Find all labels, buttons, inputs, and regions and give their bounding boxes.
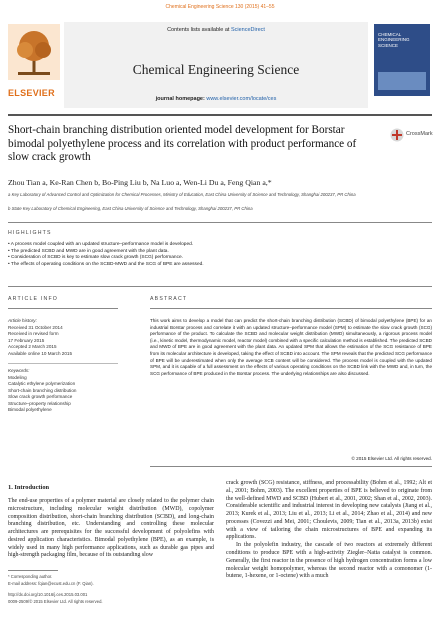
section-heading: 1. Introduction <box>8 484 50 491</box>
history-line: Available online 10 March 2015 <box>8 350 73 356</box>
keyword: Catalytic ethylene polymerization <box>8 381 76 387</box>
contents-line <box>64 27 368 33</box>
journal-cover[interactable] <box>374 24 430 96</box>
crossmark-icon <box>390 128 404 142</box>
history-line: 17 February 2015 <box>8 337 45 343</box>
divider <box>8 222 432 223</box>
elsevier-tree-logo-icon <box>8 24 60 80</box>
abstract-heading: ABSTRACT <box>150 296 188 302</box>
author-list: Zhou Tian a, Ke-Ran Chen b, Bo-Ping Liu b, Na Luo a, Wen-Li Du a, Feng Qian a,* <box>8 178 272 187</box>
keyword: Bimodal polyethylene <box>8 407 52 413</box>
keywords-label: Keywords: <box>8 368 30 374</box>
publisher-name: ELSEVIER <box>8 88 55 98</box>
keyword: Short-chain branching distribution <box>8 387 77 393</box>
intro-paragraph: crack growth (SCG) resistance, stiffness, and processability (Bohm et al., 1992; Alt et al., 2001; Bohm, 2003). The excellent properties of BPE is believed to originate from the well-defined MWD and SCBD (Hubert et al., 2001, 2002; Shan et al., 2002, 2003). Considerable scientific and industrial interest in developing new catalysts (Jiang et al., 2013; Kurek et al., 2013; Liu et al., 2013; Li et al., 2014; Zhao et al., 2014) and new processes (Covezzi and Mei, 2001; Choulevis, 2009; Tian et al., 2013a, 2013b) exist with a view of tailoring the chain microstructures of BPE and expanding its applications. <box>226 480 432 541</box>
history-line: Received 31 October 2014 <box>8 324 63 330</box>
intro-right-column <box>226 480 432 581</box>
highlights-heading: HIGHLIGHTS <box>8 230 52 236</box>
footnote-corresponding: * Corresponding author. <box>8 574 53 579</box>
header-rule <box>8 114 432 116</box>
highlight-item: • The effects of operating conditions on the SCBD-MWD and the SCG of BPE are assessed. <box>8 262 204 268</box>
article-info <box>8 318 118 414</box>
article-title: Short-chain branching distribution oriented model development for Borstar bimodal polyethylene process and its correlation with product performance of slow crack growth <box>8 124 357 164</box>
footnote-email[interactable]: E-mail address: fqian@ecust.edu.cn (F. Qian). <box>8 581 94 586</box>
highlight-item: • A process model coupled with an updated structure–performance model is developed. <box>8 242 194 247</box>
crossmark-label: CrossMark <box>406 131 433 137</box>
article-info-heading: ARTICLE INFO <box>8 296 59 302</box>
keyword: Structure–property relationship <box>8 400 71 406</box>
divider <box>8 357 118 364</box>
affiliation-b: b State Key Laboratory of Chemical Engineering, East China University of Science and Technology, Shanghai 200237, PR China <box>8 206 253 211</box>
divider <box>150 466 432 467</box>
homepage-prefix: journal homepage: <box>155 96 205 102</box>
contents-prefix: Contents lists available at <box>167 27 230 33</box>
sciencedirect-link[interactable]: ScienceDirect <box>230 27 265 33</box>
history-line: Received in revised form <box>8 331 59 337</box>
journal-title: Chemical Engineering Science <box>132 62 300 77</box>
intro-paragraph: The end-use properties of a polymer material are closely related to the polymer chain microstructure, including molecular weight distribution (MWD), copolymer composition distribution, short-chain branching distribution (SCBD), and long-chain branching distribution, etc. Understanding and controlling these molecular architectures are prerequisites for the successful development of polyolefins with desired application characteristics. Bimodal polyethylene (BPE), as an example, is widely used in many high performance applications, such as durable gas pipes and high-strength packaging film, because of its outstanding slow <box>8 498 214 559</box>
divider <box>150 308 432 309</box>
journal-reference[interactable]: Chemical Engineering Science 130 (2015) 41–55 <box>165 4 275 10</box>
homepage-line <box>64 96 368 102</box>
crossmark-badge[interactable] <box>390 128 433 144</box>
cover-image <box>378 72 426 90</box>
affiliation-a: a Key Laboratory of Advanced Control and Optimization for Chemical Processes, Ministry of Education, East China University of Science and Technology, Shanghai 200237, PR China <box>8 192 356 197</box>
issn-line: 0009-2509/© 2015 Elsevier Ltd. All rights reserved. <box>8 599 103 604</box>
cover-title: CHEMICAL ENGINEERING SCIENCE <box>378 32 410 48</box>
copyright: © 2015 Elsevier Ltd. All rights reserved. <box>351 456 432 461</box>
homepage-link[interactable]: www.elsevier.com/locate/ces <box>206 96 277 102</box>
divider <box>8 308 118 309</box>
history-line: Accepted 2 March 2015 <box>8 344 57 350</box>
divider <box>8 286 432 287</box>
abstract-body: This work aims to develop a model that can predict the short-chain branching distribution (SCBD) of bimodal polyethylene (BPE) for an industrial Borstar process and correlate it with an updated structure–performance model (SPM) to estimate the slow crack growth (SCG) performance of the product. To calculate the SCBD and molecular weight distribution (MWD) simultaneously, a rigorous process model (i.e., kinetic model, thermodynamic model, reactor model) combined with a specific calculation method is established. The predicted SCBD and MWD of BPE are in good agreement with the plant data. An updated SPM that allows the estimation of the SCG resistance of BPE from its molecular architecture is developed, taking the effect of SCBD into account. The SPM reveals that the predicted SCG performance of BPE will be underestimated when only the average SCB content will be considered. The process model is coupled with the updated SPM, and it is capable of a full assessment on the effects of various operating conditions on the SCBD link with the MWD and, in turn, the SCG performance of BPE produced in the Borstar process. The underlying relationships are also discussed. <box>150 318 432 376</box>
highlight-item: • Consideration of SCBD is key to estimate slow crack growth (SCG) performance. <box>8 255 183 261</box>
highlight-item: • The predicted SCBD and MWD are in good agreement with the plant data. <box>8 248 169 254</box>
keyword: Slow crack growth performance <box>8 394 73 400</box>
doi-link[interactable]: http://dx.doi.org/10.1016/j.ces.2015.03.001 <box>8 592 88 597</box>
highlights-list <box>8 242 432 269</box>
history-label: Article history: <box>8 318 37 323</box>
keyword: Modeling <box>8 374 27 380</box>
footnote-rule <box>8 570 58 571</box>
intro-paragraph: In the polyolefin industry, the cascade of two reactors at extremely different conditions to produce BPE with a high-activity Ziegler–Natta catalyst is common. Generally, the first reactor in the presence of high hydrogen concentration forms a low molecular weight homopolymer, whereas the second reactor with a comonomer (1-butene, 1-hexene, or 1-octene) with a much <box>226 542 432 580</box>
